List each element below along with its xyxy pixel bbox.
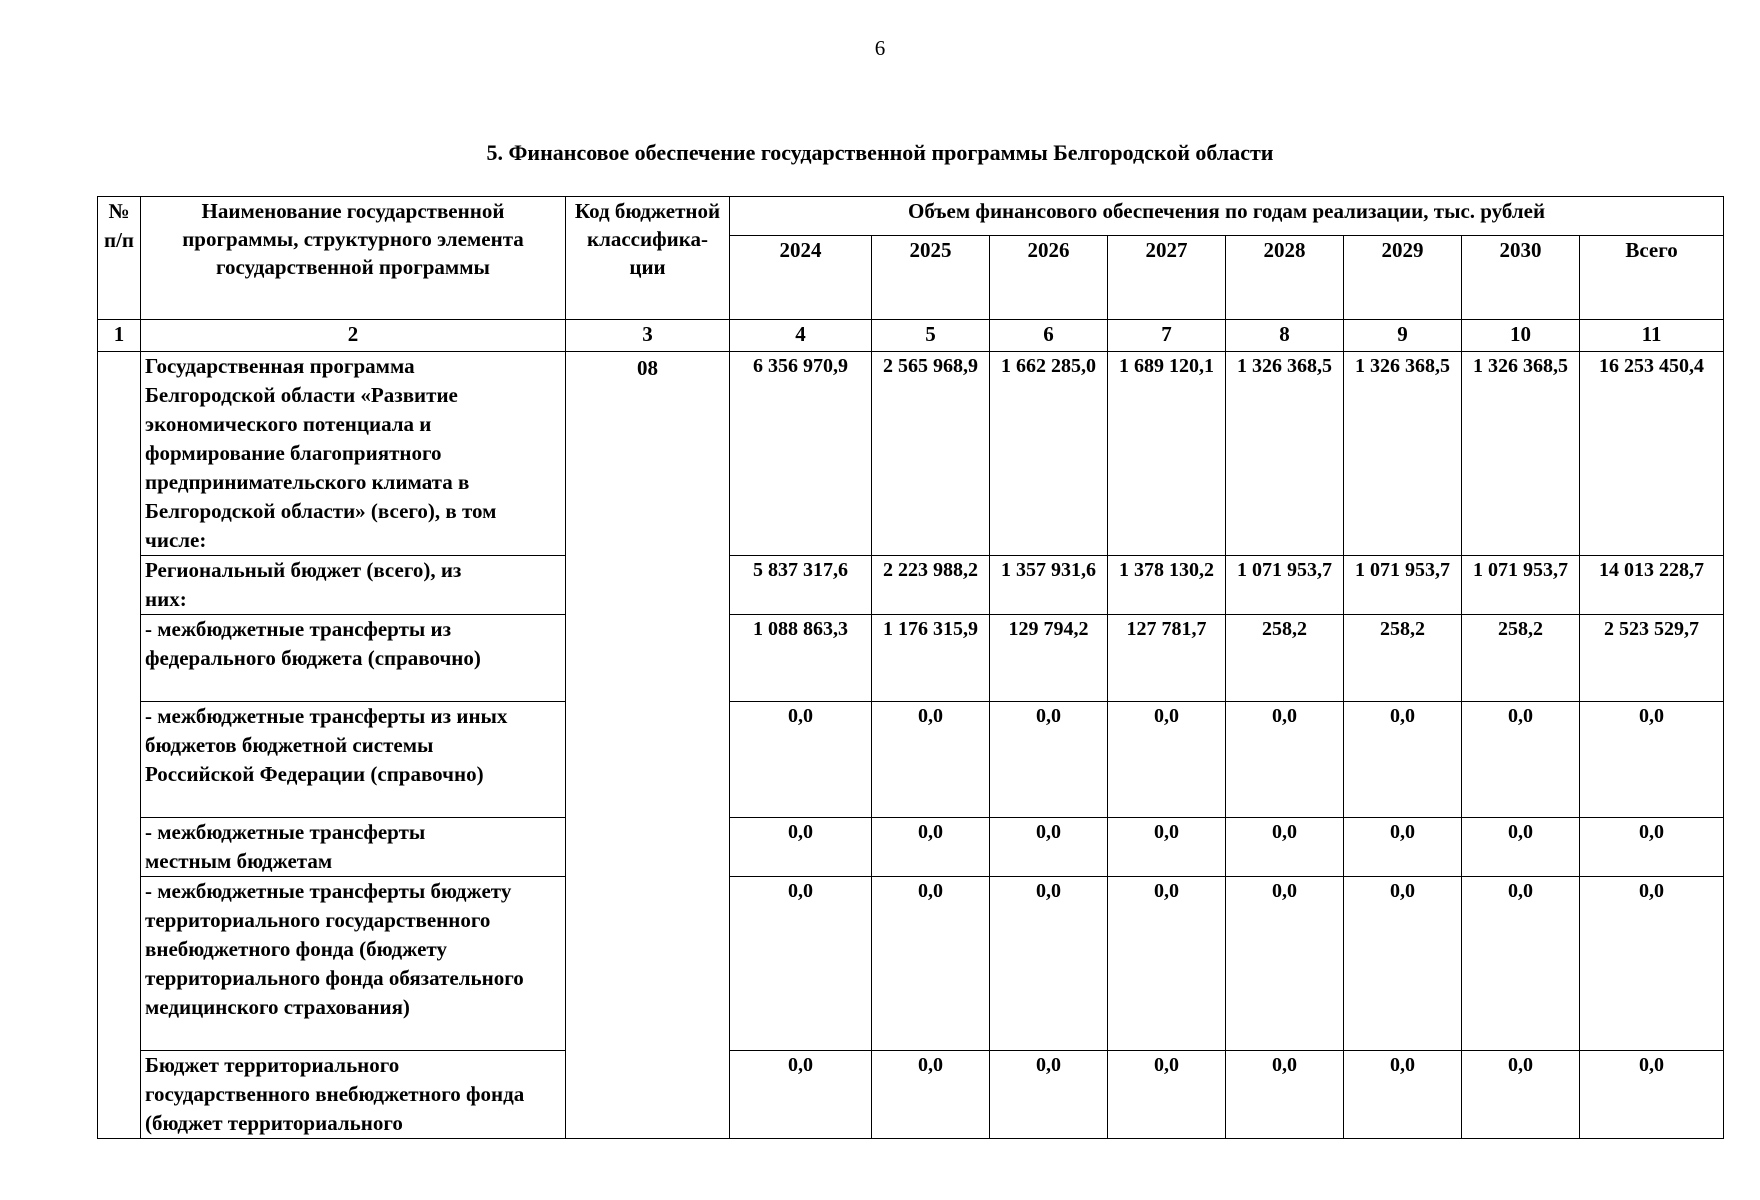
header-code: Код бюджетной классифика-ции (566, 197, 730, 320)
value-cell: 1 071 953,7 (1344, 556, 1462, 615)
value-cell: 1 326 368,5 (1344, 352, 1462, 556)
header-year: 2026 (990, 236, 1108, 320)
value-cell: 0,0 (990, 818, 1108, 877)
value-cell: 0,0 (1344, 818, 1462, 877)
column-number: 4 (730, 320, 872, 352)
value-cell: 0,0 (730, 1051, 872, 1139)
value-cell: 1 176 315,9 (872, 615, 990, 702)
value-cell-total: 0,0 (1580, 877, 1724, 1051)
column-number: 11 (1580, 320, 1724, 352)
value-cell: 0,0 (872, 818, 990, 877)
value-cell: 0,0 (1226, 1051, 1344, 1139)
value-cell: 129 794,2 (990, 615, 1108, 702)
row-name: - межбюджетные трансферты из федерального бюджета (справочно) (141, 615, 566, 702)
column-number: 3 (566, 320, 730, 352)
value-cell: 0,0 (1226, 877, 1344, 1051)
row-number-cell (98, 352, 141, 1139)
value-cell: 1 378 130,2 (1108, 556, 1226, 615)
header-year: 2025 (872, 236, 990, 320)
row-name: Государственная программа Белгородской области «Развитие экономического потенциала и формирование благоприятного предпринимательского климата в Белгородской области» (всего), в том числе: (141, 352, 566, 556)
value-cell: 0,0 (990, 702, 1108, 818)
column-number: 8 (1226, 320, 1344, 352)
header-row (98, 197, 1724, 236)
page-number: 6 (874, 36, 886, 60)
value-cell: 0,0 (990, 1051, 1108, 1139)
column-number: 1 (98, 320, 141, 352)
value-cell: 0,0 (730, 702, 872, 818)
value-cell: 5 837 317,6 (730, 556, 872, 615)
value-cell: 0,0 (1108, 877, 1226, 1051)
value-cell: 1 357 931,6 (990, 556, 1108, 615)
value-cell: 0,0 (1226, 818, 1344, 877)
value-cell: 0,0 (1344, 877, 1462, 1051)
table-row (98, 818, 1724, 877)
value-cell: 0,0 (1108, 702, 1226, 818)
value-cell: 1 689 120,1 (1108, 352, 1226, 556)
row-name: Бюджет территориального государственного внебюджетного фонда (бюджет территориального (141, 1051, 566, 1139)
value-cell: 0,0 (1108, 818, 1226, 877)
value-cell-total: 0,0 (1580, 818, 1724, 877)
table-row (98, 556, 1724, 615)
header-year: 2030 (1462, 236, 1580, 320)
header-year-total: Всего (1580, 236, 1724, 320)
value-cell: 0,0 (990, 877, 1108, 1051)
value-cell: 0,0 (1462, 702, 1580, 818)
value-cell: 0,0 (730, 818, 872, 877)
value-cell: 1 071 953,7 (1462, 556, 1580, 615)
value-cell-total: 0,0 (1580, 702, 1724, 818)
value-cell: 0,0 (1108, 1051, 1226, 1139)
value-cell: 2 565 968,9 (872, 352, 990, 556)
table-row (98, 615, 1724, 702)
budget-code: 08 (637, 356, 658, 380)
value-cell: 0,0 (872, 702, 990, 818)
value-cell: 0,0 (730, 877, 872, 1051)
budget-code-cell (566, 352, 730, 1139)
value-cell: 1 662 285,0 (990, 352, 1108, 556)
table-row (98, 877, 1724, 1051)
column-number: 5 (872, 320, 990, 352)
value-cell-total: 0,0 (1580, 1051, 1724, 1139)
header-year: 2024 (730, 236, 872, 320)
header-year: 2028 (1226, 236, 1344, 320)
value-cell-total: 2 523 529,7 (1580, 615, 1724, 702)
column-number: 10 (1462, 320, 1580, 352)
value-cell: 0,0 (1344, 702, 1462, 818)
value-cell: 2 223 988,2 (872, 556, 990, 615)
value-cell: 1 088 863,3 (730, 615, 872, 702)
value-cell: 0,0 (1462, 818, 1580, 877)
row-name: - межбюджетные трансферты из иных бюджетов бюджетной системы Российской Федерации (справочно) (141, 702, 566, 818)
document-title: 5. Финансовое обеспечение государственной программы Белгородской области (486, 140, 1274, 165)
value-cell: 6 356 970,9 (730, 352, 872, 556)
column-number: 2 (141, 320, 566, 352)
value-cell: 1 071 953,7 (1226, 556, 1344, 615)
row-name: - межбюджетные трансферты бюджету территориального государственного внебюджетного фонда (бюджету территориального фонда обязательного медицинского страхования) (141, 877, 566, 1051)
row-name: Региональный бюджет (всего), из них: (141, 556, 566, 615)
column-number: 6 (990, 320, 1108, 352)
value-cell: 258,2 (1462, 615, 1580, 702)
table-row (98, 702, 1724, 818)
value-cell: 0,0 (872, 877, 990, 1051)
value-cell: 258,2 (1226, 615, 1344, 702)
value-cell: 0,0 (1226, 702, 1344, 818)
header-num: № п/п (98, 197, 141, 320)
value-cell: 0,0 (1462, 1051, 1580, 1139)
financing-table (97, 196, 1724, 1139)
header-volume: Объем финансового обеспечения по годам реализации, тыс. рублей (730, 197, 1724, 236)
header-year: 2029 (1344, 236, 1462, 320)
value-cell: 0,0 (1462, 877, 1580, 1051)
value-cell: 0,0 (1344, 1051, 1462, 1139)
value-cell-total: 16 253 450,4 (1580, 352, 1724, 556)
value-cell: 1 326 368,5 (1462, 352, 1580, 556)
header-name: Наименование государственной программы, структурного элемента государственной программы (141, 197, 566, 320)
value-cell: 258,2 (1344, 615, 1462, 702)
value-cell: 1 326 368,5 (1226, 352, 1344, 556)
table-row (98, 1051, 1724, 1139)
value-cell: 127 781,7 (1108, 615, 1226, 702)
value-cell: 0,0 (872, 1051, 990, 1139)
value-cell-total: 14 013 228,7 (1580, 556, 1724, 615)
column-numbers-row (98, 320, 1724, 352)
table-row (98, 352, 1724, 556)
row-name: - межбюджетные трансферты местным бюджетам (141, 818, 566, 877)
column-number: 9 (1344, 320, 1462, 352)
column-number: 7 (1108, 320, 1226, 352)
header-year: 2027 (1108, 236, 1226, 320)
